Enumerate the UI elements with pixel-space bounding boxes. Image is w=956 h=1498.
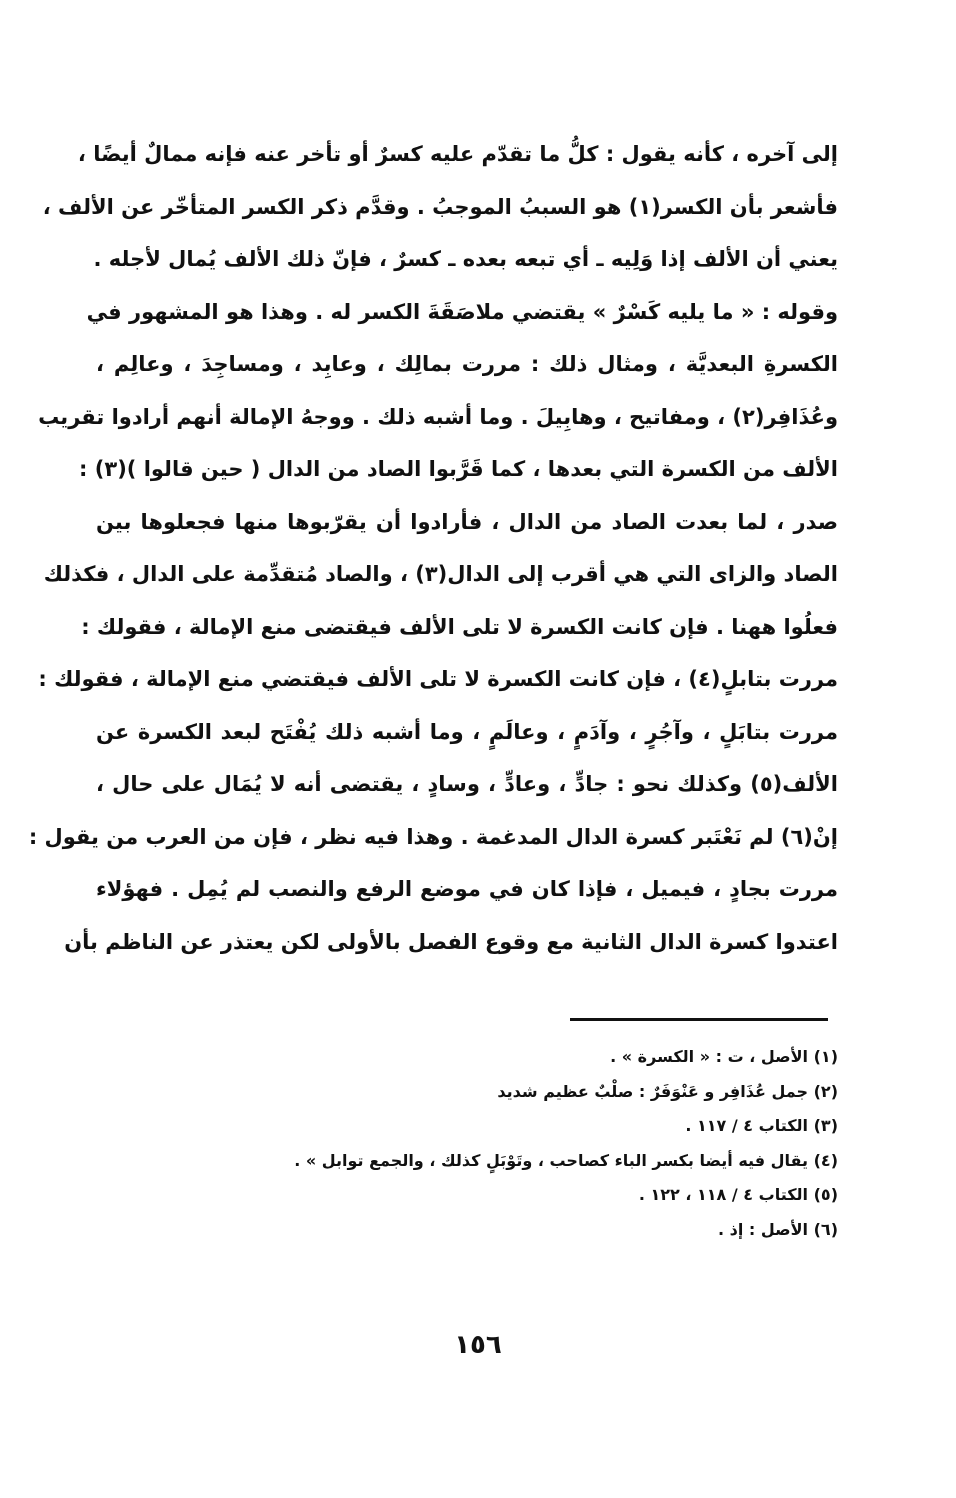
footnote-separator [570, 1018, 828, 1021]
page-number: ١٥٦ [454, 1330, 502, 1360]
text-line: الألف من الكسرة التي بعدها ، كما قَرَّبوا الصاد من الدال ( حين قالوا )(٣) : [79, 457, 838, 481]
text-line: فأشعر بأن الكسر(١) هو السببُ الموجبُ . وقدَّم ذكر الكسر المتأخّر عن الألف ، [42, 194, 838, 219]
text-line: الصاد والزاى التي هي أقرب إلى الدال(٣) ، والصاد مُتقدِّمة على الدال ، فكذلك [43, 562, 838, 586]
text-line: اعتدوا كسرة الدال الثانية مع وقوع الفصل بالأولى لكن يعتذر عن الناظم بأن [64, 929, 838, 954]
footnote: (٦) الأصل : إذ . [718, 1219, 838, 1239]
footnote: (٢) جمل عُذَافِر و عَنْوَفَرٌ : صلْبٌ عظيم شديد [497, 1081, 838, 1101]
text-line: مررت بتابَلٍ ، وآجُرٍ ، وآدَمٍ ، وعالَمٍ ، وما أشبه ذلك يُفْتَح لبعد الكسرة عن [96, 719, 838, 744]
text-line: إلى آخره ، كأنه يقول : كلُّ ما تقدّم عليه كسرٌ أو تأخر عنه فإنه ممالٌ أيضًا ، [77, 142, 838, 166]
text-line: الكسرةِ البعديَّة ، ومثال ذلك : مررت بمالِك ، وعابِد ، ومساجِدَ ، وعالِم ، [96, 352, 838, 376]
text-line: وعُذَافِر(٢) ، ومفاتيح ، وهابِيلَ . وما أشبه ذلك . ووجهُ الإمالة أنهم أرادوا تقريب [38, 404, 838, 429]
text-line: الألف(٥) وكذلك نحو : جادٍّ ، وعادٍّ ، وسادٍ ، يقتضى أنه لا يُمَال على حال ، [96, 772, 838, 796]
text-line: إنْ(٦) لم نَعْتَبر كسرة الدال المدغمة . وهذا فيه نظر ، فإن من العرب من يقول : [28, 824, 838, 849]
footnote: (٥) الكتاب ٤ / ١١٨ ، ١٢٢ . [638, 1185, 838, 1204]
text-line: يعني أن الألف إذا وَلِيه ـ أي تبعه بعده ـ كسرٌ ، فإنّ ذلك الألف يُمال لأجله . [93, 247, 838, 271]
text-line: مررت بتابلٍ(٤) ، فإن كانت الكسرة لا تلى الألف فيقتضي منع الإمالة ، فقولك : [38, 667, 838, 691]
text-line: صدر ، لما بعدت الصاد من الدال ، فأرادوا أن يقرّبوها منها فجعلوها بين [96, 509, 838, 534]
text-line: فعلُوا ههنا . فإن كانت الكسرة لا تلى الألف فيقتضى منع الإمالة ، فقولك : [81, 614, 838, 639]
footnote: (٣) الكتاب ٤ / ١١٧ . [685, 1116, 838, 1135]
footnote: (٤) يقال فيه أيضا بكسر الباء كصاحب ، وتَوْبَلٍ كذلك ، والجمع توابل » . [294, 1150, 838, 1170]
footnote: (١) الأصل ، ت : « الكسرة » . [610, 1047, 838, 1066]
text-line: وقوله : « ما يليه كَسْرٌ » يقتضي ملاصَقَةَ الكسر له . وهذا هو المشهور في [86, 299, 838, 324]
footnotes-block [294, 1040, 838, 1247]
main-text-block [28, 128, 838, 968]
text-line: مررت بجادٍ ، فيميل ، فإذا كان في موضع الرفع والنصب لم يُمِل . فهؤلاء [96, 877, 838, 901]
